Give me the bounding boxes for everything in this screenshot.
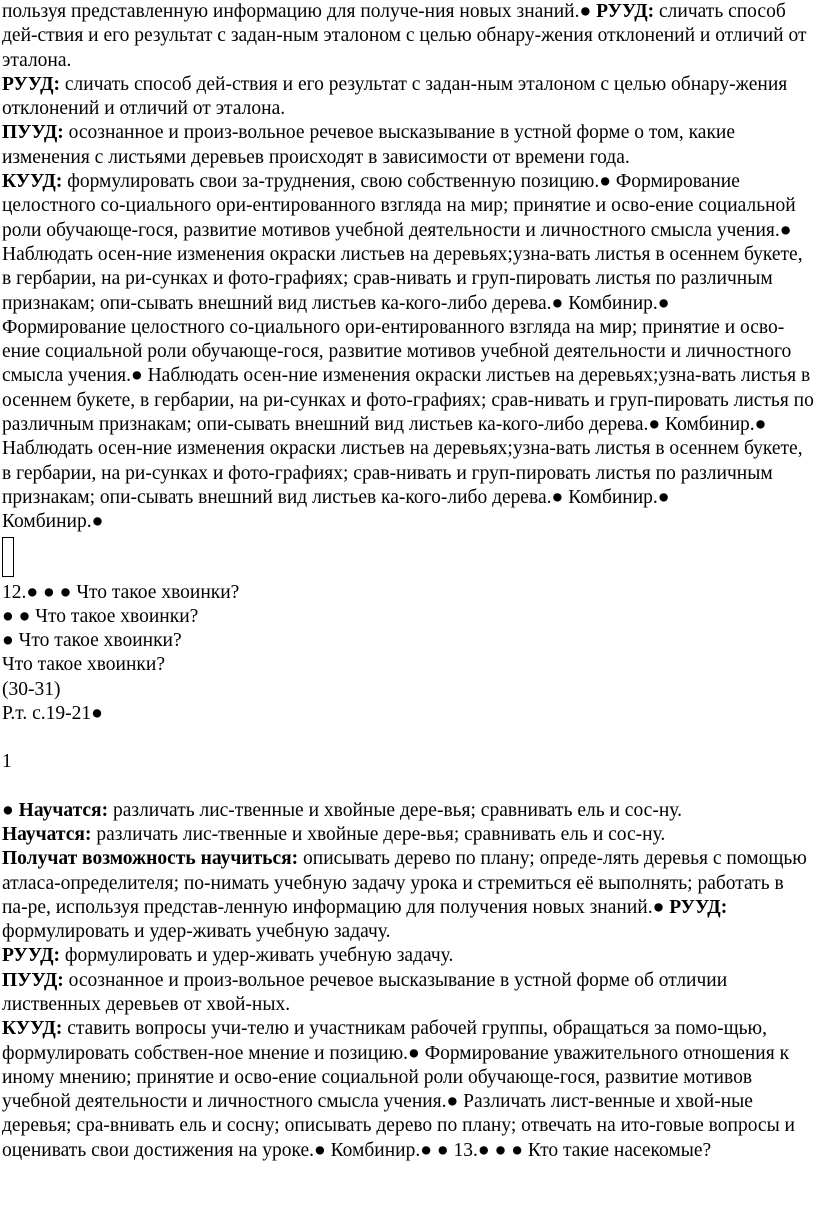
text-run: Комбинир.●: [2, 511, 104, 533]
spacer: [2, 726, 814, 750]
bold-label: Получат возможность научиться:: [2, 848, 299, 870]
paragraph: [2, 799, 814, 823]
topic-line: 12.● ● ● Что такое хвоинки?: [2, 581, 240, 603]
paragraph: [2, 121, 814, 170]
text-run: описывать дерево по плану; опреде-лять деревья с помощью атласа-определителя; по-нимать учебную задачу урока и стремиться её выполнять; работать в па-ре, используя представ-ленную информацию для получения новых знаний.●: [2, 848, 807, 918]
lesson-hours: 1: [2, 751, 12, 773]
text-run: Наблюдать осен-ние изменения окраски листьев на деревьях;узна-вать листья в осеннем букете, в гербарии, на ри-сунках и фото-графиях; срав-нивать и груп-пировать листья по различным признакам; опи-сывать внешний вид листьев ка-кого-либо дерева.● Комбинир.●: [2, 438, 803, 508]
paragraph: [2, 847, 814, 944]
bold-label: РУУД:: [669, 896, 728, 918]
paragraph: [2, 73, 814, 122]
topic-line: (30-31): [2, 678, 61, 700]
text-run: сличать способ дей-ствия и его результат с задан-ным эталоном с целью обнару-жения отклонений и отличий от эталона.: [2, 1, 807, 71]
bold-label: ПУУД:: [2, 122, 64, 144]
top-text-block: [2, 0, 814, 535]
empty-table-cell: [2, 537, 14, 577]
paragraph: [2, 316, 814, 437]
lesson-topic-block: [2, 581, 814, 727]
text-run: формулировать и удер-живать учебную задачу.: [2, 921, 391, 943]
bold-label: Научатся:: [18, 799, 109, 821]
paragraph: [2, 0, 814, 73]
topic-line: ● Что такое хвоинки?: [2, 630, 182, 652]
topic-line: ● ● Что такое хвоинки?: [2, 605, 199, 627]
paragraph: [2, 969, 814, 1018]
text-run: ставить вопросы учи-телю и участникам рабочей группы, обращаться за помо-щью, формулировать собствен-ное мнение и позицию.● Формирование уважительного отношения к иному мнению; принятие и осво-ение социальной роли обучающе-гося, развитие мотивов учебной деятельности и личностного смысла учения.● Различать лист-венные и хвой-ные деревья; сра-внивать ель и сосну; описывать дерево по плану; отвечать на ито-говые вопросы и оценивать свои достижения на уроке.● Комбинир.● ● 13.● ● ● Кто такие насекомые?: [2, 1018, 795, 1161]
paragraph: [2, 823, 814, 847]
topic-line: Р.т. с.19-21●: [2, 703, 103, 725]
text-run: осознанное и произ-вольное речевое высказывание в устной форме о том, какие изменения с листьями деревьев происходят в зависимости от времени года.: [2, 122, 736, 168]
text-run: формулировать свои за-труднения, свою собственную позицию.● Формирование целостного со-циального ори-ентированного взгляда на мир; принятие и осво-ение социальной роли обучающе-гося, развитие мотивов учебной деятельности и личностного смысла учения.● Наблюдать осен-ние изменения окраски листьев на деревьях;узна-вать листья в осеннем букете, в гербарии, на ри-сунках и фото-графиях; срав-нивать и груп-пировать листья по различным признакам; опи-сывать внешний вид листьев ка-кого-либо дерева.● Комбинир.●: [2, 171, 803, 314]
paragraph: [2, 510, 814, 534]
bold-label: Научатся:: [2, 823, 92, 845]
text-run: Формирование целостного со-циального ори-ентированного взгляда на мир; принятие и осво-ение социальной роли обучающе-гося, развитие мотивов учебной деятельности и личностного смысла учения.● Наблюдать осен-ние изменения окраски листьев на деревьях;узна-вать листья в осеннем букете, в гербарии, на ри-сунках и фото-графиях; срав-нивать и груп-пировать листья по различным признакам; опи-сывать внешний вид листьев ка-кого-либо дерева.● Комбинир.●: [2, 316, 814, 436]
paragraph: [2, 437, 814, 510]
bold-label: РУУД:: [596, 1, 655, 22]
text-run: сличать способ дей-ствия и его результат с задан-ным эталоном с целью обнару-жения отклонений и отличий от эталона.: [2, 73, 788, 120]
spacer: [2, 775, 814, 799]
text-run: ●: [2, 799, 19, 821]
text-run: пользуя представленную информацию для получе-ния новых знаний.●: [2, 1, 597, 22]
bold-label: КУУД:: [2, 171, 63, 193]
text-run: различать лис-твенные и хвойные дере-вья; сравнивать ель и сос-ну.: [108, 799, 682, 821]
paragraph: [2, 944, 814, 968]
paragraph: [2, 1017, 814, 1163]
text-run: формулировать и удер-живать учебную задачу.: [60, 945, 454, 967]
topic-line: Что такое хвоинки?: [2, 654, 165, 676]
text-run: осознанное и произ-вольное речевое высказывание в устной форме об отличии лиственных деревьев от хвой-ных.: [2, 969, 728, 1015]
bold-label: КУУД:: [2, 1018, 63, 1040]
paragraph: [2, 170, 814, 316]
bold-label: РУУД:: [2, 945, 60, 967]
text-run: различать лис-твенные и хвойные дере-вья; сравнивать ель и сос-ну.: [91, 823, 666, 845]
bold-label: РУУД:: [2, 73, 60, 95]
bold-label: ПУУД:: [2, 969, 64, 991]
bottom-text-block: [2, 799, 814, 1163]
